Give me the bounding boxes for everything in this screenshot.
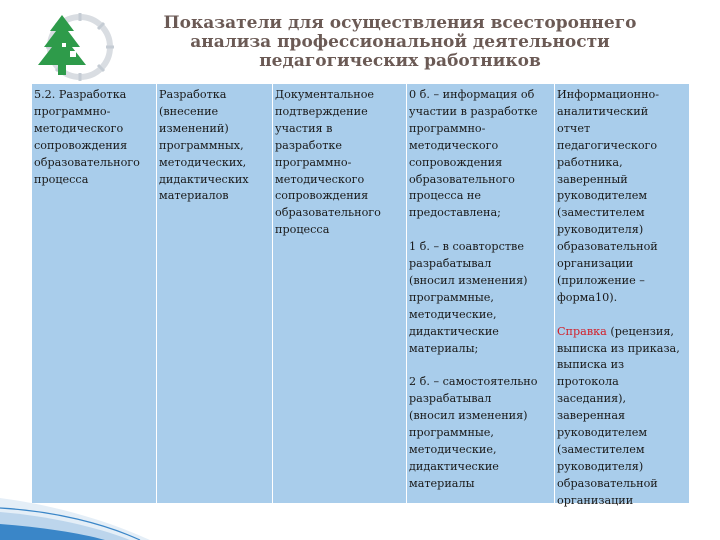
title-line-1: Показатели для осуществления всестороннего: [163, 13, 637, 33]
doc-text: выписка из приказа,: [557, 341, 680, 355]
cell-text: программно-: [34, 104, 111, 118]
cell-text: методического: [275, 172, 365, 186]
score-text: 2 б. – самостоятельно: [409, 375, 538, 389]
cell-text: подтверждение: [275, 104, 368, 118]
score-text: (вносил изменения): [409, 273, 528, 287]
cell-text: методических,: [159, 155, 247, 169]
score-text: предоставлена;: [409, 206, 501, 220]
score-text: процесса не: [409, 189, 482, 203]
criteria-table: [31, 83, 690, 507]
cell-text: Документальное: [275, 88, 375, 101]
doc-text: заседания),: [557, 392, 627, 406]
decorative-swoosh: [0, 448, 720, 540]
score-text: 0 б. – информация об: [409, 88, 535, 101]
cell-text: процесса: [34, 172, 89, 186]
cell-text: сопровождения: [275, 189, 369, 203]
page-title: [140, 14, 660, 71]
reference-link[interactable]: Справка: [557, 324, 607, 338]
cell-text: (внесение: [159, 104, 219, 118]
doc-text: [557, 324, 691, 341]
cell-text: разработке: [275, 138, 343, 152]
score-text: материалы: [409, 476, 475, 490]
doc-text: (заместителем: [557, 206, 645, 220]
cell-text: сопровождения: [34, 138, 128, 152]
table-cell-evidence: [272, 84, 406, 503]
table-cell-scoring: [406, 84, 554, 503]
doc-text: организации: [557, 493, 634, 507]
doc-text: руководителя): [557, 459, 644, 473]
paragraph-gap: [409, 222, 554, 239]
doc-text: аналитический: [557, 104, 649, 118]
score-text: материалы;: [409, 341, 479, 355]
score-text: программные,: [409, 290, 494, 304]
cell-text: образовательного: [275, 206, 381, 220]
cell-text: дидактических: [159, 172, 249, 186]
doc-text: (приложение –: [557, 273, 645, 287]
doc-text: работника,: [557, 155, 623, 169]
table-cell-criterion: [156, 84, 272, 503]
logo: [32, 11, 116, 83]
cell-text: изменений): [159, 121, 229, 135]
cell-text: программных,: [159, 138, 244, 152]
table-cell-documents: [554, 84, 691, 507]
cell-text: программно-: [275, 155, 352, 169]
doc-text: педагогического: [557, 138, 658, 152]
score-text: разрабатывал: [409, 257, 492, 271]
doc-text: образовательной: [557, 476, 658, 490]
score-text: дидактические: [409, 324, 499, 338]
doc-text: форма10).: [557, 290, 618, 304]
doc-text: организации: [557, 257, 634, 271]
cell-text: материалов: [159, 189, 229, 203]
doc-text: Информационно-: [557, 88, 660, 101]
doc-text: руководителем: [557, 189, 648, 203]
doc-text: (заместителем: [557, 443, 645, 457]
score-text: методические,: [409, 443, 497, 456]
doc-text: образовательной: [557, 240, 658, 254]
cell-text: Разработка: [159, 88, 227, 101]
table-cell-indicator: [32, 84, 156, 503]
score-text: программные,: [409, 426, 494, 440]
title-line-3: педагогических работников: [259, 51, 541, 71]
doc-text-rest: (рецензия,: [606, 324, 674, 338]
paragraph-gap: [409, 357, 554, 374]
tree-logo-icon: [32, 11, 116, 83]
score-text: дидактические: [409, 459, 499, 473]
score-text: образовательного: [409, 172, 515, 186]
doc-text: протокола: [557, 375, 619, 389]
doc-text: заверенный: [557, 172, 628, 186]
doc-text: отчет: [557, 121, 591, 135]
doc-text: заверенная: [557, 409, 626, 423]
score-text: разрабатывал: [409, 392, 492, 406]
doc-text: руководителя): [557, 223, 644, 237]
doc-text: выписка из: [557, 358, 625, 372]
score-text: участии в разработке: [409, 104, 538, 118]
cell-text: процесса: [275, 223, 330, 237]
score-text: сопровождения: [409, 155, 503, 169]
cell-text: методического: [34, 121, 124, 135]
score-text: методические,: [409, 307, 497, 321]
score-text: методического: [409, 138, 499, 152]
score-text: 1 б. – в соавторстве: [409, 240, 524, 254]
paragraph-gap: [557, 307, 691, 324]
title-line-2: анализа профессиональной деятельности: [190, 32, 610, 52]
score-text: программно-: [409, 121, 486, 135]
cell-text: образовательного: [34, 155, 140, 169]
cell-text: участия в: [275, 121, 333, 135]
score-text: (вносил изменения): [409, 409, 528, 423]
doc-text: руководителем: [557, 426, 648, 440]
cell-text: 5.2. Разработка: [34, 88, 127, 101]
